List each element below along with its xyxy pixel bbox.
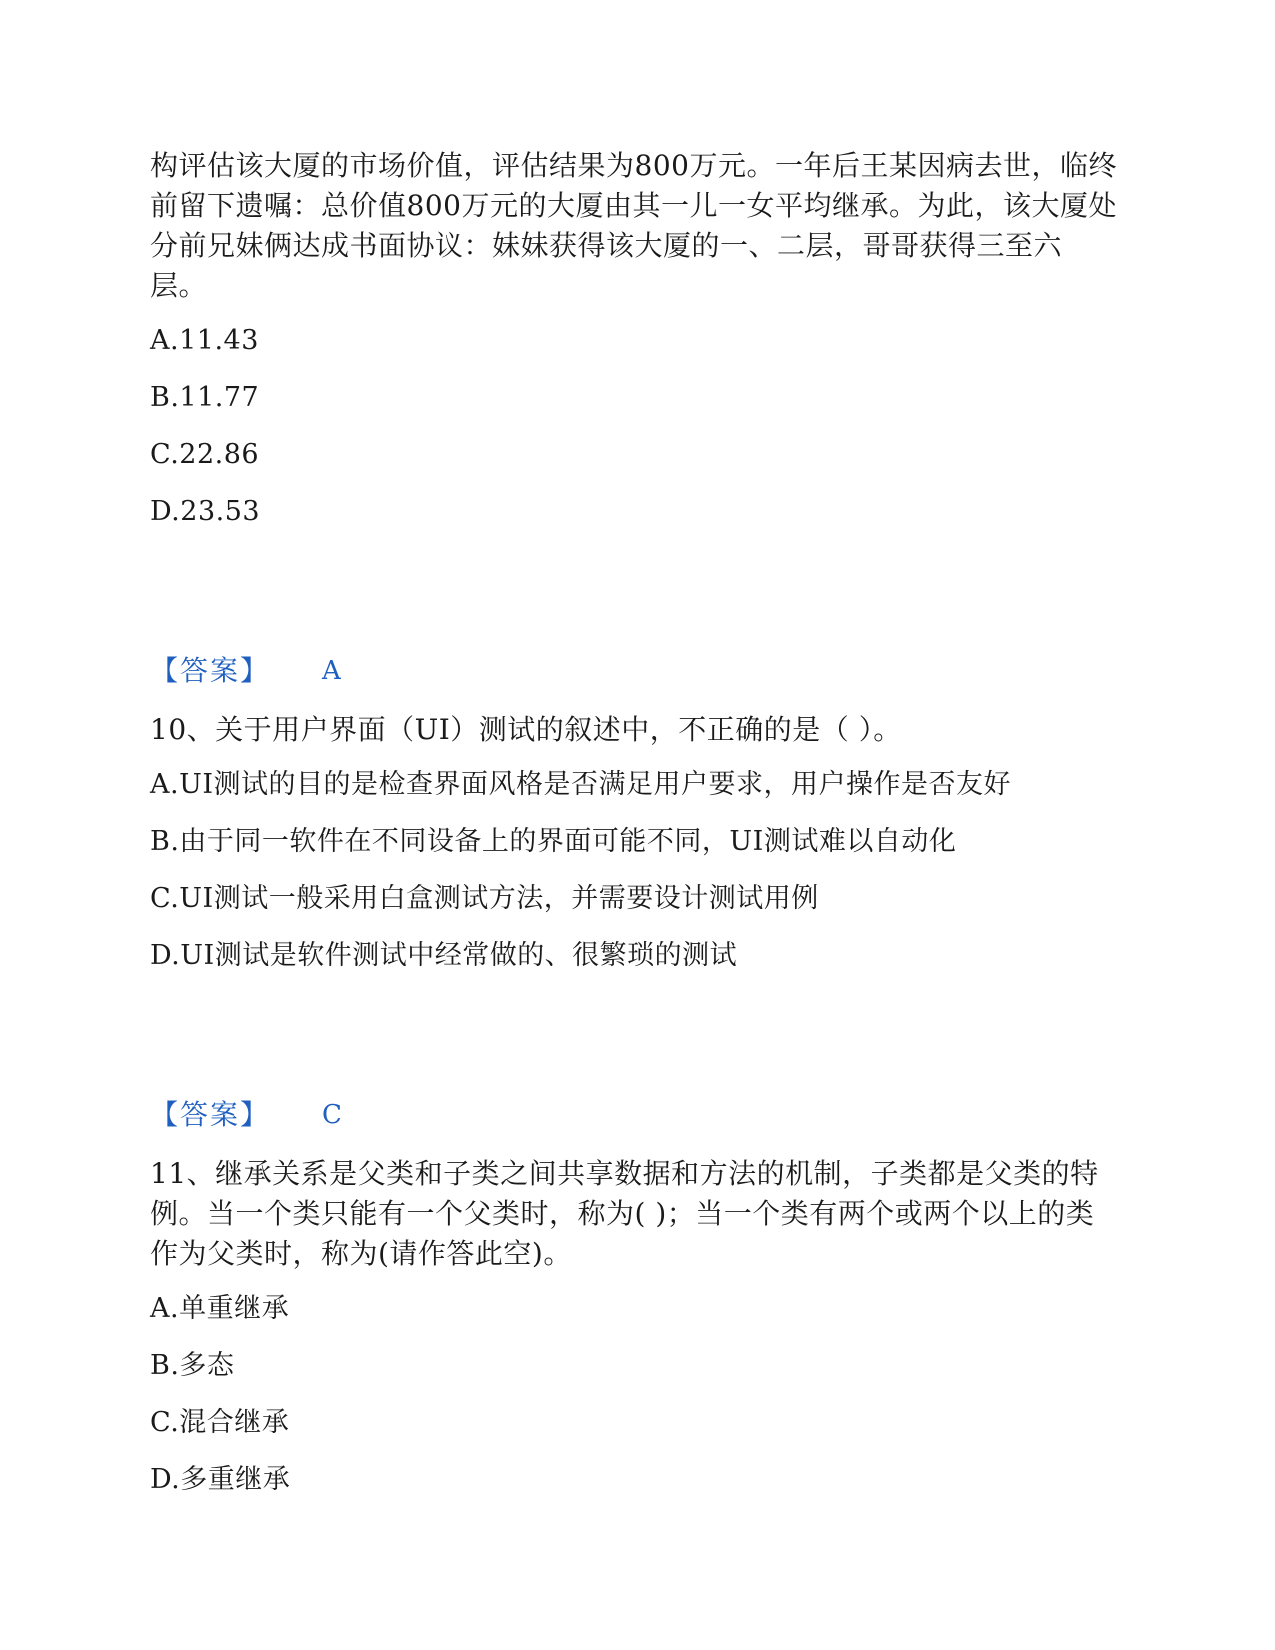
q11-stem: 11、继承关系是父类和子类之间共享数据和方法的机制，子类都是父类的特例。当一个类只能有一个父类时，称为( )；当一个类有两个或两个以上的类作为父类时，称为(请作答此空)。 (150, 1157, 1099, 1270)
q10-options (150, 770, 1130, 971)
answer-label: 【答案】 (150, 1098, 271, 1131)
q11-option-c: C.混合继承 (150, 1407, 290, 1438)
q9-option-a: A.11.43 (150, 325, 259, 356)
q9-stem: 构评估该大厦的市场价值，评估结果为800万元。一年后王某因病去世，临终前留下遗嘱：总价值800万元的大厦由其一儿一女平均继承。为此，该大厦处分前兄妹俩达成书面协议：妹妹获得该大厦的一、二层，哥哥获得三至六层。 (150, 149, 1117, 302)
q10-stem: 10、关于用户界面（UI）测试的叙述中，不正确的是（ ）。 (150, 713, 902, 746)
q9-answer (150, 654, 1130, 688)
q10-option-d: D.UI测试是软件测试中经常做的、很繁琐的测试 (150, 940, 738, 971)
answer-value: A (322, 656, 341, 686)
q9-option-d: D.23.53 (150, 496, 261, 527)
q10-option-a: A.UI测试的目的是检查界面风格是否满足用户要求，用户操作是否友好 (150, 769, 1012, 800)
q9-options (150, 326, 1130, 527)
q10-option-b: B.由于同一软件在不同设备上的界面可能不同，UI测试难以自动化 (150, 826, 957, 857)
q11-option-d: D.多重继承 (150, 1464, 291, 1495)
q11-option-b: B.多态 (150, 1350, 235, 1381)
answer-value: C (322, 1100, 342, 1130)
q10-answer (150, 1098, 1130, 1132)
document-page (150, 146, 1130, 1522)
answer-label: 【答案】 (150, 654, 271, 687)
q11-option-a: A.单重继承 (150, 1293, 290, 1324)
q10-option-c: C.UI测试一般采用白盒测试方法，并需要设计测试用例 (150, 883, 819, 914)
q11-options (150, 1294, 1130, 1495)
q9-option-b: B.11.77 (150, 382, 260, 413)
q9-option-c: C.22.86 (150, 439, 260, 470)
